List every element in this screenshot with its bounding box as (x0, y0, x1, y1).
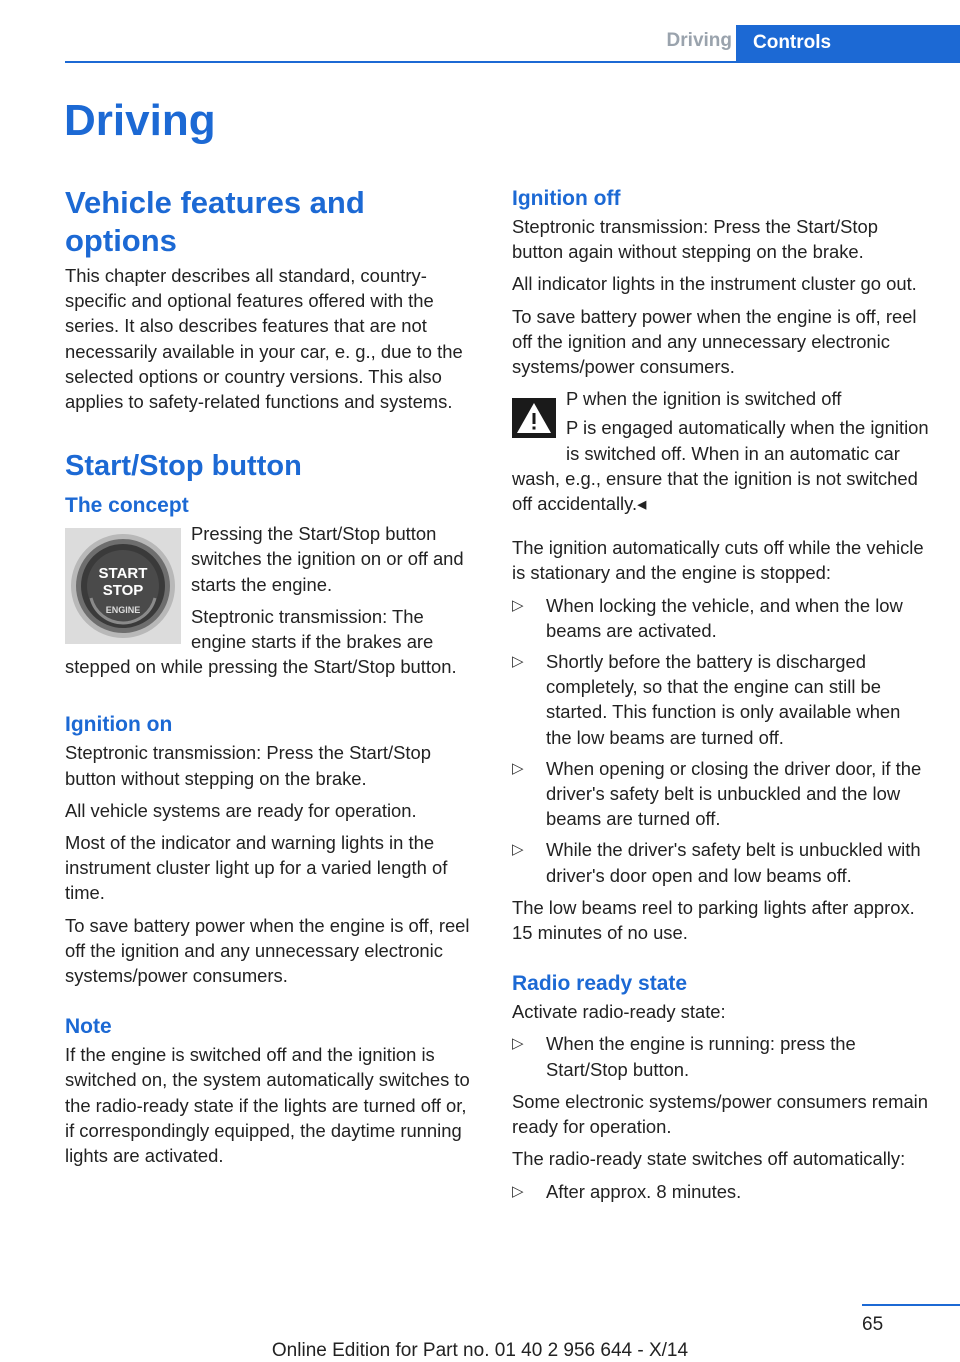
list-item: ▷ While the driver's safety belt is unbuckled with driver's door open and low beams off. (512, 839, 921, 886)
concept-heading: The concept (65, 494, 189, 518)
warning-title: P when the ignition is switched off (566, 388, 842, 410)
icon-start-text: START (98, 565, 148, 583)
list-item: ▷ When the engine is running: press the Start/Stop button. (512, 1033, 856, 1080)
chapter-title: Driving (64, 96, 216, 145)
footer-edition: Online Edition for Part no. 01 40 2 956 644 - X/14 (271, 1340, 689, 1361)
warning-text-body: P is engaged automatically when the ignition is switched off. When in an automatic car wash, e.g., ensure that the ignition is not switched off accidentally. (512, 417, 929, 515)
radio-ready-heading: Radio ready state (512, 972, 688, 996)
list-item: ▷ After approx. 8 minutes. (512, 1179, 930, 1204)
start-stop-heading: Start/Stop button (65, 450, 302, 483)
bullet-marker-icon: ▷ (512, 759, 524, 777)
page-number-rule (862, 1304, 960, 1306)
auto-cutoff-paragraph: The ignition automatically cuts off while the vehicle is stationary and the engine is stopped: (512, 537, 924, 584)
ignition-on-paragraph-1: Steptronic transmission: Press the Start/Stop button without stepping on the brake. (65, 742, 431, 789)
ignition-on-paragraph-3: Most of the indicator and warning lights in the instrument cluster light up for a varied length of time. (65, 832, 448, 904)
ignition-on-paragraph-2: All vehicle systems are ready for operation. (65, 799, 417, 821)
icon-engine-text: ENGINE (105, 605, 141, 616)
concept-paragraph-1: Pressing the Start/Stop button switches the ignition on or off and starts the engine. (191, 523, 464, 595)
header-section: Driving (666, 30, 732, 51)
radio-ready-paragraph-3: The radio-ready state switches off automatically: (512, 1148, 906, 1170)
ignition-on-paragraph-4: To save battery power when the engine is off, reel off the ignition and any unnecessary electronic systems/power consumers. (65, 914, 470, 987)
header-rule (65, 61, 960, 63)
bullet-marker-icon: ▷ (512, 1035, 524, 1053)
right-column (512, 184, 930, 1211)
start-stop-button-icon (65, 528, 181, 644)
bullet-marker-icon: ▷ (512, 596, 524, 614)
radio-ready-paragraph-2: Some electronic systems/power consumers remain ready for operation. (512, 1090, 928, 1138)
list-item: ▷ Shortly before the battery is discharged completely, so that the engine can still be started. This function is only available when the low beams are turned off. (512, 651, 901, 748)
radio-off-list (512, 1179, 930, 1204)
bullet-marker-icon: ▷ (512, 653, 524, 671)
concept-paragraph-2: Steptronic transmission: The engine starts if the brakes are stepped on while pressing the Start/Stop button. (65, 605, 457, 678)
vehicle-features-text: This chapter describes all standard, country-specific and optional features offered with the series. It also describes features that are not necessarily available in your car, e. g., due to the selected options or country versions. This also applies to safety-related functions and systems. (65, 265, 463, 413)
bullet-marker-icon: ▷ (512, 1182, 524, 1200)
parking-lights-paragraph: The low beams reel to parking lights after approx. 15 minutes of no use. (512, 896, 915, 944)
start-stop-button-image (65, 528, 181, 644)
note-heading: Note (65, 1015, 112, 1039)
vehicle-features-heading: Vehicle features and options (65, 185, 365, 258)
warning-text (512, 415, 930, 516)
ignition-off-paragraph-3: To save battery power when the engine is off, reel off the ignition and any unnecessary electronic systems/power consumers. (512, 305, 917, 378)
header-tab-controls: Controls (736, 25, 960, 61)
list-item: ▷ When opening or closing the driver door, if the driver's safety belt is unbuckled and the low beams are turned off. (512, 757, 922, 830)
page-number: 65 (862, 1314, 884, 1335)
radio-ready-paragraph-1: Activate radio-ready state: (512, 1001, 726, 1023)
ignition-off-paragraph-2: All indicator lights in the instrument cluster go out. (512, 273, 917, 295)
warning-end-mark: ◂ (637, 493, 647, 515)
auto-cutoff-list (512, 593, 930, 888)
warning-icon (512, 398, 556, 444)
icon-stop-text: STOP (102, 582, 144, 600)
left-column (65, 184, 470, 1175)
radio-ready-list (512, 1031, 930, 1081)
bullet-marker-icon: ▷ (512, 841, 524, 859)
warning-block (512, 386, 930, 523)
list-item: ▷ When locking the vehicle, and when the low beams are activated. (512, 594, 903, 641)
ignition-on-heading: Ignition on (65, 713, 173, 737)
ignition-off-paragraph-1: Steptronic transmission: Press the Start/Stop button again without stepping on the brake. (512, 216, 878, 263)
ignition-off-heading: Ignition off (512, 187, 621, 210)
note-paragraph: If the engine is switched off and the ignition is switched on, the system automatically switches to the radio-ready state if the lights are turned off or, if correspondingly equipped, the daytime running lights are activated. (65, 1044, 470, 1167)
